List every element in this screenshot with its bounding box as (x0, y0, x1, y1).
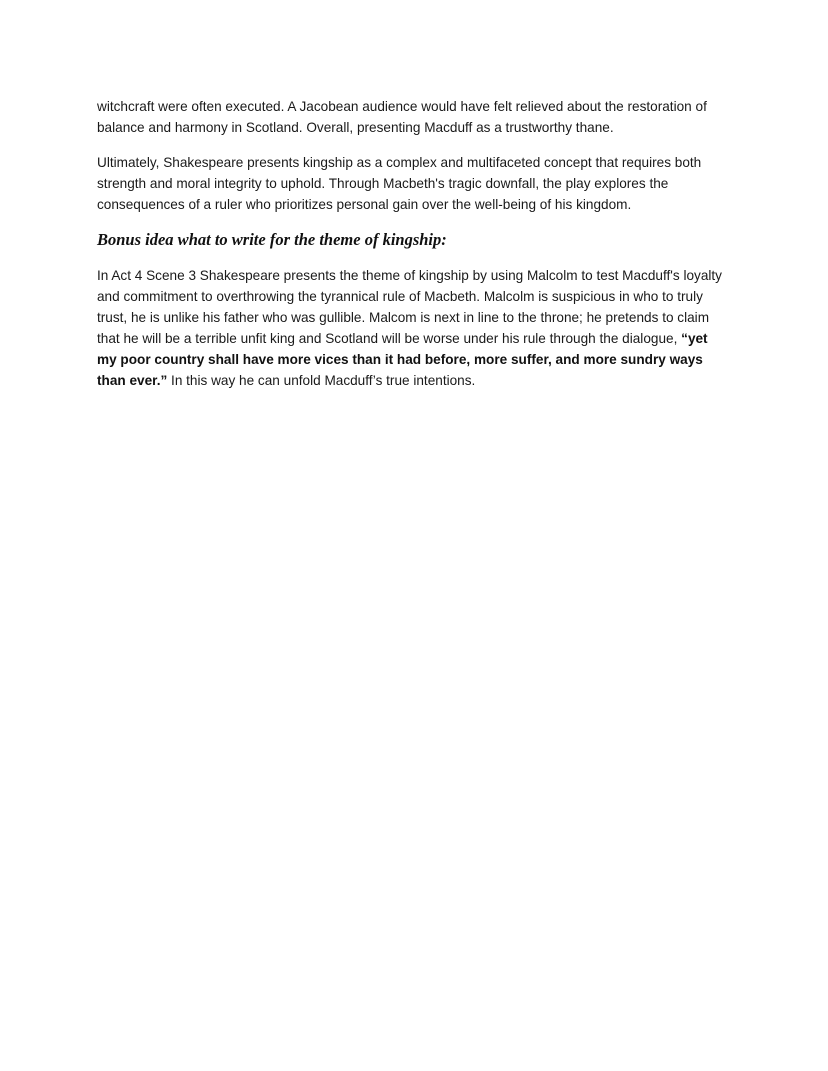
paragraph-witchcraft-conclusion: witchcraft were often executed. A Jacobean audience would have felt relieved about the restoration of balance and harmony in Scotland. Overall, presenting Macduff as a trustworthy thane. (97, 99, 707, 135)
bonus-text-after-quote: In this way he can unfold Macduff’s true intentions. (167, 373, 476, 388)
bonus-text-before-quote: In Act 4 Scene 3 Shakespeare presents the theme of kingship by using Malcolm to test Macduff's loyalty and commitment to overthrowing the tyrannical rule of Macbeth. Malcolm is suspicious in who to truly trust, he is unlike his father who was gullible. Malcom is next in line to the throne; he pretends to claim that he will be a terrible unfit king and Scotland will be worse under his rule through the dialogue, (97, 268, 722, 346)
document-page (97, 96, 727, 405)
paragraph-bonus-idea (97, 265, 727, 391)
bonus-quote: “yet my poor country shall have more vices than it had before, more suffer, and more sundry ways than ever.” (97, 331, 708, 388)
bonus-heading: Bonus idea what to write for the theme of kingship: (97, 230, 447, 249)
paragraph-kingship-summary: Ultimately, Shakespeare presents kingship as a complex and multifaceted concept that requires both strength and moral integrity to uphold. Through Macbeth's tragic downfall, the play explores the consequences of a ruler who prioritizes personal gain over the well-being of his kingdom. (97, 155, 702, 212)
